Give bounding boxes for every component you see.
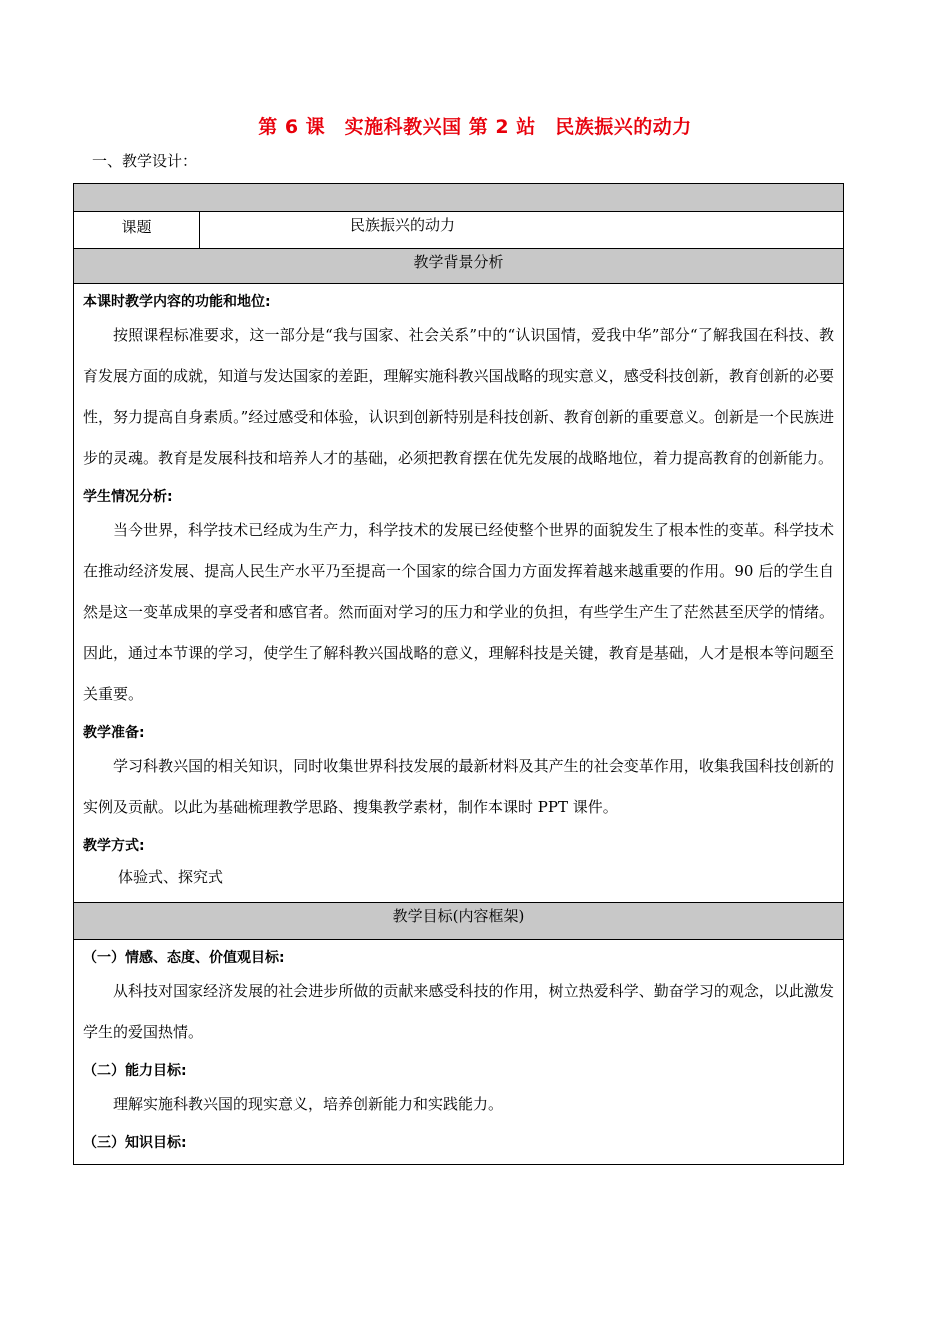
ability-goal-text: 理解实施科教兴国的现实意义，培养创新能力和实践能力。 [113,1095,504,1113]
teaching-preparation-text: 学习科教兴国的相关知识，同时收集世界科技发展的最新材料及其产生的社会变革作用，收集我国科技创新的实例及贡献。以此为基础梳理教学思路、搜集教学素材，制作本课时 PPT 课件。 [83,757,834,816]
background-content-row [74,284,844,903]
function-position-label: 本课时教学内容的功能和地位: [83,294,271,310]
topic-value: 民族振兴的动力 [200,212,844,249]
background-header-row [74,249,844,284]
background-content [74,284,844,903]
student-analysis-label: 学生情况分析: [83,489,173,505]
section-heading: 一、教学设计： [92,152,198,170]
lesson-design-table [73,183,844,1165]
topic-label: 课题 [74,212,200,249]
knowledge-goal-label: （三）知识目标: [83,1135,187,1151]
teaching-method-text: 体验式、探究式 [118,868,224,886]
document-title: 第 6 课 实施科教兴国 第 2 站 民族振兴的动力 [258,116,692,138]
teaching-preparation-label: 教学准备: [83,725,145,741]
function-position-text: 按照课程标准要求，这一部分是“我与国家、社会关系”中的“认识国情，爱我中华”部分“了解我国在科技、教育发展方面的成就，知道与发达国家的差距，理解实施科教兴国战略的现实意义，感受科技创新，教育创新的必要性，努力提高自身素质。”经过感受和体验，认识到创新特别是科技创新、教育创新的重要意义。创新是一个民族进步的灵魂。教育是发展科技和培养人才的基础，必须把教育摆在优先发展的战略地位，着力提高教育的创新能力。 [83,326,834,467]
header-shaded-row [74,184,844,212]
goals-content [74,940,844,1165]
goals-header-row [74,903,844,940]
background-header: 教学背景分析 [74,249,844,284]
teaching-method-label: 教学方式: [83,838,145,854]
topic-row [74,212,844,249]
goals-header: 教学目标(内容框架) [74,903,844,940]
emotion-goal-text: 从科技对国家经济发展的社会进步所做的贡献来感受科技的作用，树立热爱科学、勤奋学习的观念，以此激发学生的爱国热情。 [83,982,834,1041]
goals-content-row [74,940,844,1165]
empty-shaded-cell [74,184,844,212]
emotion-goal-label: （一）情感、态度、价值观目标: [83,950,285,966]
ability-goal-label: （二）能力目标: [83,1063,187,1079]
student-analysis-text: 当今世界，科学技术已经成为生产力，科学技术的发展已经使整个世界的面貌发生了根本性的变革。科学技术在推动经济发展、提高人民生产水平乃至提高一个国家的综合国力方面发挥着越来越重要的作用。90 后的学生自然是这一变革成果的享受者和感官者。然而面对学习的压力和学业的负担，有些学生产生了茫然甚至厌学的情绪。因此，通过本节课的学习，使学生了解科教兴国战略的意义，理解科技是关键，教育是基础，人才是根本等问题至关重要。 [83,521,834,703]
